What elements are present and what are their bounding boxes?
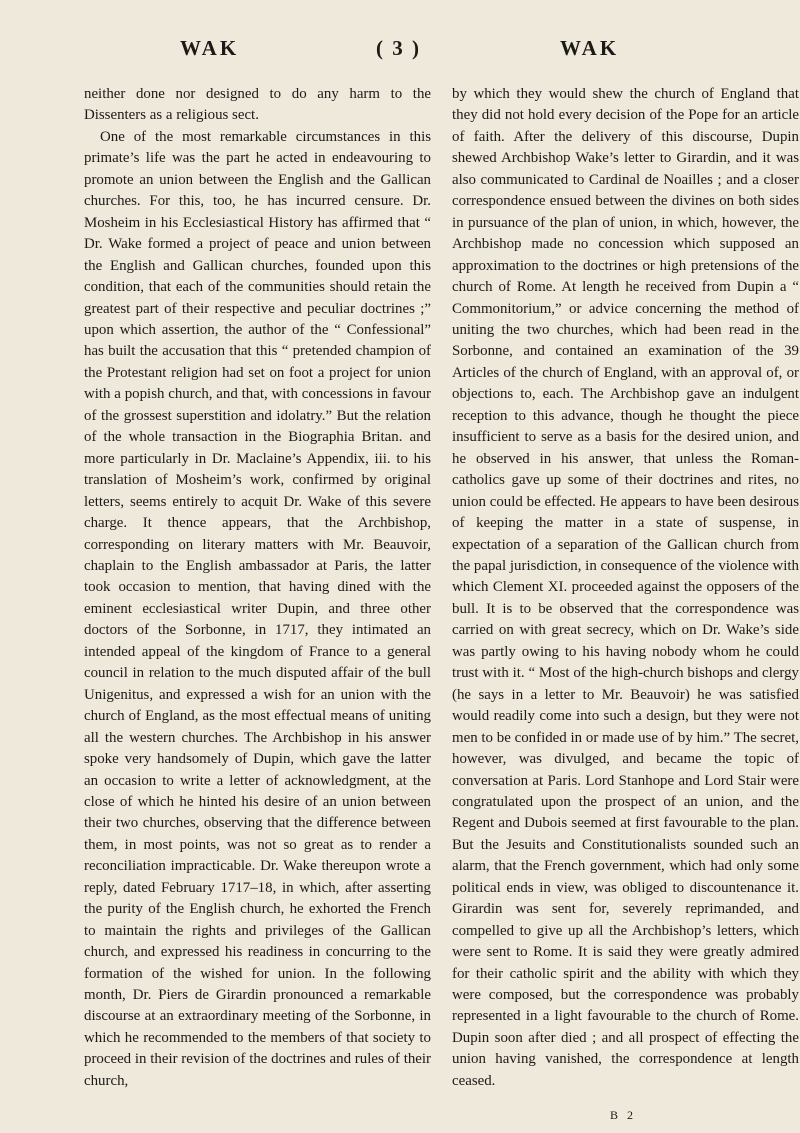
right-column <box>452 84 799 1092</box>
signature-mark: B 2 <box>610 1108 637 1122</box>
header-left: WAK <box>180 36 240 60</box>
paragraph: neither done nor designed to do any harm to the Dissenters as a religious sect. <box>84 86 431 124</box>
paragraph: One of the most remarkable circumstances in this primate’s life was the part he acted in endeavouring to promote an union between the English and the Gallican churches. For this, too, he has incurred censure. Dr. Mosheim in his Ecclesiastical History has affirmed that “ Dr. Wake formed a project of peace and union between the English and Gallican churches, founded upon this condition, that each of the communities should retain the greatest part of their respective and peculiar doctrines ;” upon which assertion, the author of the “ Confessional” has built the accusation that this “ pretended champion of the Protestant religion had set on foot a project for union with a popish church, and that, with concessions in favour of the grossest superstition and idolatry.” But the relation of the whole transaction in the Biographia Britan. and more particularly in Dr. Maclaine’s Appendix, iii. to his translation of Mosheim’s work, confirmed by original letters, seems entirely to acquit Dr. Wake of this severe charge. It thence appears, that the Archbishop, corresponding on literary matters with Mr. Beauvoir, chaplain to the English ambassador at Paris, the latter took occasion to mention, that having dined with the eminent ecclesiastical writer Dupin, and three other doctors of the Sorbonne, in 1717, they intimated an intended appeal of the kingdom of France to a general council in relation to the much disputed affair of the bull Unigenitus, and expressed a wish for an union with the church of England, as the most effectual means of uniting all the western churches. The Archbishop in his answer spoke very handsomely of Dupin, which gave the latter an occasion to write a letter of acknowledgment, at the close of which he hinted his desire of an union between their two churches, observing that the difference between them, in most points, was not so great as to render a reconciliation impracticable. Dr. Wake thereupon wrote a reply, dated February 1717–18, in which, after asserting the purity of the English church, he exhorted the French to maintain the rights and privileges of the Gallican church, and expressed his readiness in concurring to the formation of the wished for union. In the following month, Dr. Piers de Girardin pronounced a remarkable discourse at an extraordinary meeting of the Sorbonne, in which he recommended to the members of that society to proceed in their revision of the doctrines and rules of their church, <box>84 128 431 1089</box>
paragraph: by which they would shew the church of England that they did not hold every decision of the Pope for an article of faith. After the delivery of this discourse, Dupin shewed Archbishop Wake’s letter to Girardin, and it was also communicated to Cardinal de Noailles ; and a closer correspondence ensued between the divines on both sides in pursuance of the plan of union, in which, however, the Archbishop made no concession which supposed an approximation to the doctrines or high pretensions of the church of Rome. At length he received from Dupin a “ Commonitorium,” or advice concerning the method of uniting the two churches, which had been read in the Sorbonne, and contained an examination of the 39 Articles of the church of England, with an approval of, or objections to, each. The Archbishop gave an indulgent reception to this advance, though he thought the piece insufficient to serve as a basis for the desired union, and he observed in his answer, that unless the Roman-catholics gave up some of their doctrines and rites, no union could be effected. He appears to have been desirous of keeping the matter in a state of suspense, in expectation of a separation of the Gallican church from the papal jurisdiction, in consequence of the violence with which Clement XI. proceeded against the opposers of the bull. It is to be observed that the correspondence was carried on with great secrecy, which on Dr. Wake’s side was partly owing to his having nobody whom he could trust with it. “ Most of the high-church bishops and clergy (he says in a letter to Mr. Beauvoir) he was satisfied would readily come into such a design, but they were not men to be confided in or made use of by him.” The secret, however, was divulged, and became the topic of conversation at Paris. Lord Stanhope and Lord Stair were congratulated upon the prospect of an union, and the Regent and Dubois seemed at first favourable to the plan. But the Jesuits and Constitutionalists sounded such an alarm, that the French government, which had only some political ends in view, was obliged to discountenance it. Girardin was sent for, severely reprimanded, and compelled to give up all the Archbishop’s letters, which were sent to Rome. It is said they were greatly admired for their catholic spirit and the ability with which they were composed, but the correspondence was probably represented in a light favourable to the church of Rome. Dupin soon after died ; and all prospect of effecting the union having vanished, the correspondence at length ceased. <box>452 86 799 1089</box>
header-right: WAK <box>560 36 620 60</box>
running-header <box>0 36 800 66</box>
left-column <box>84 84 431 1092</box>
page-number: ( 3 ) <box>376 36 421 60</box>
